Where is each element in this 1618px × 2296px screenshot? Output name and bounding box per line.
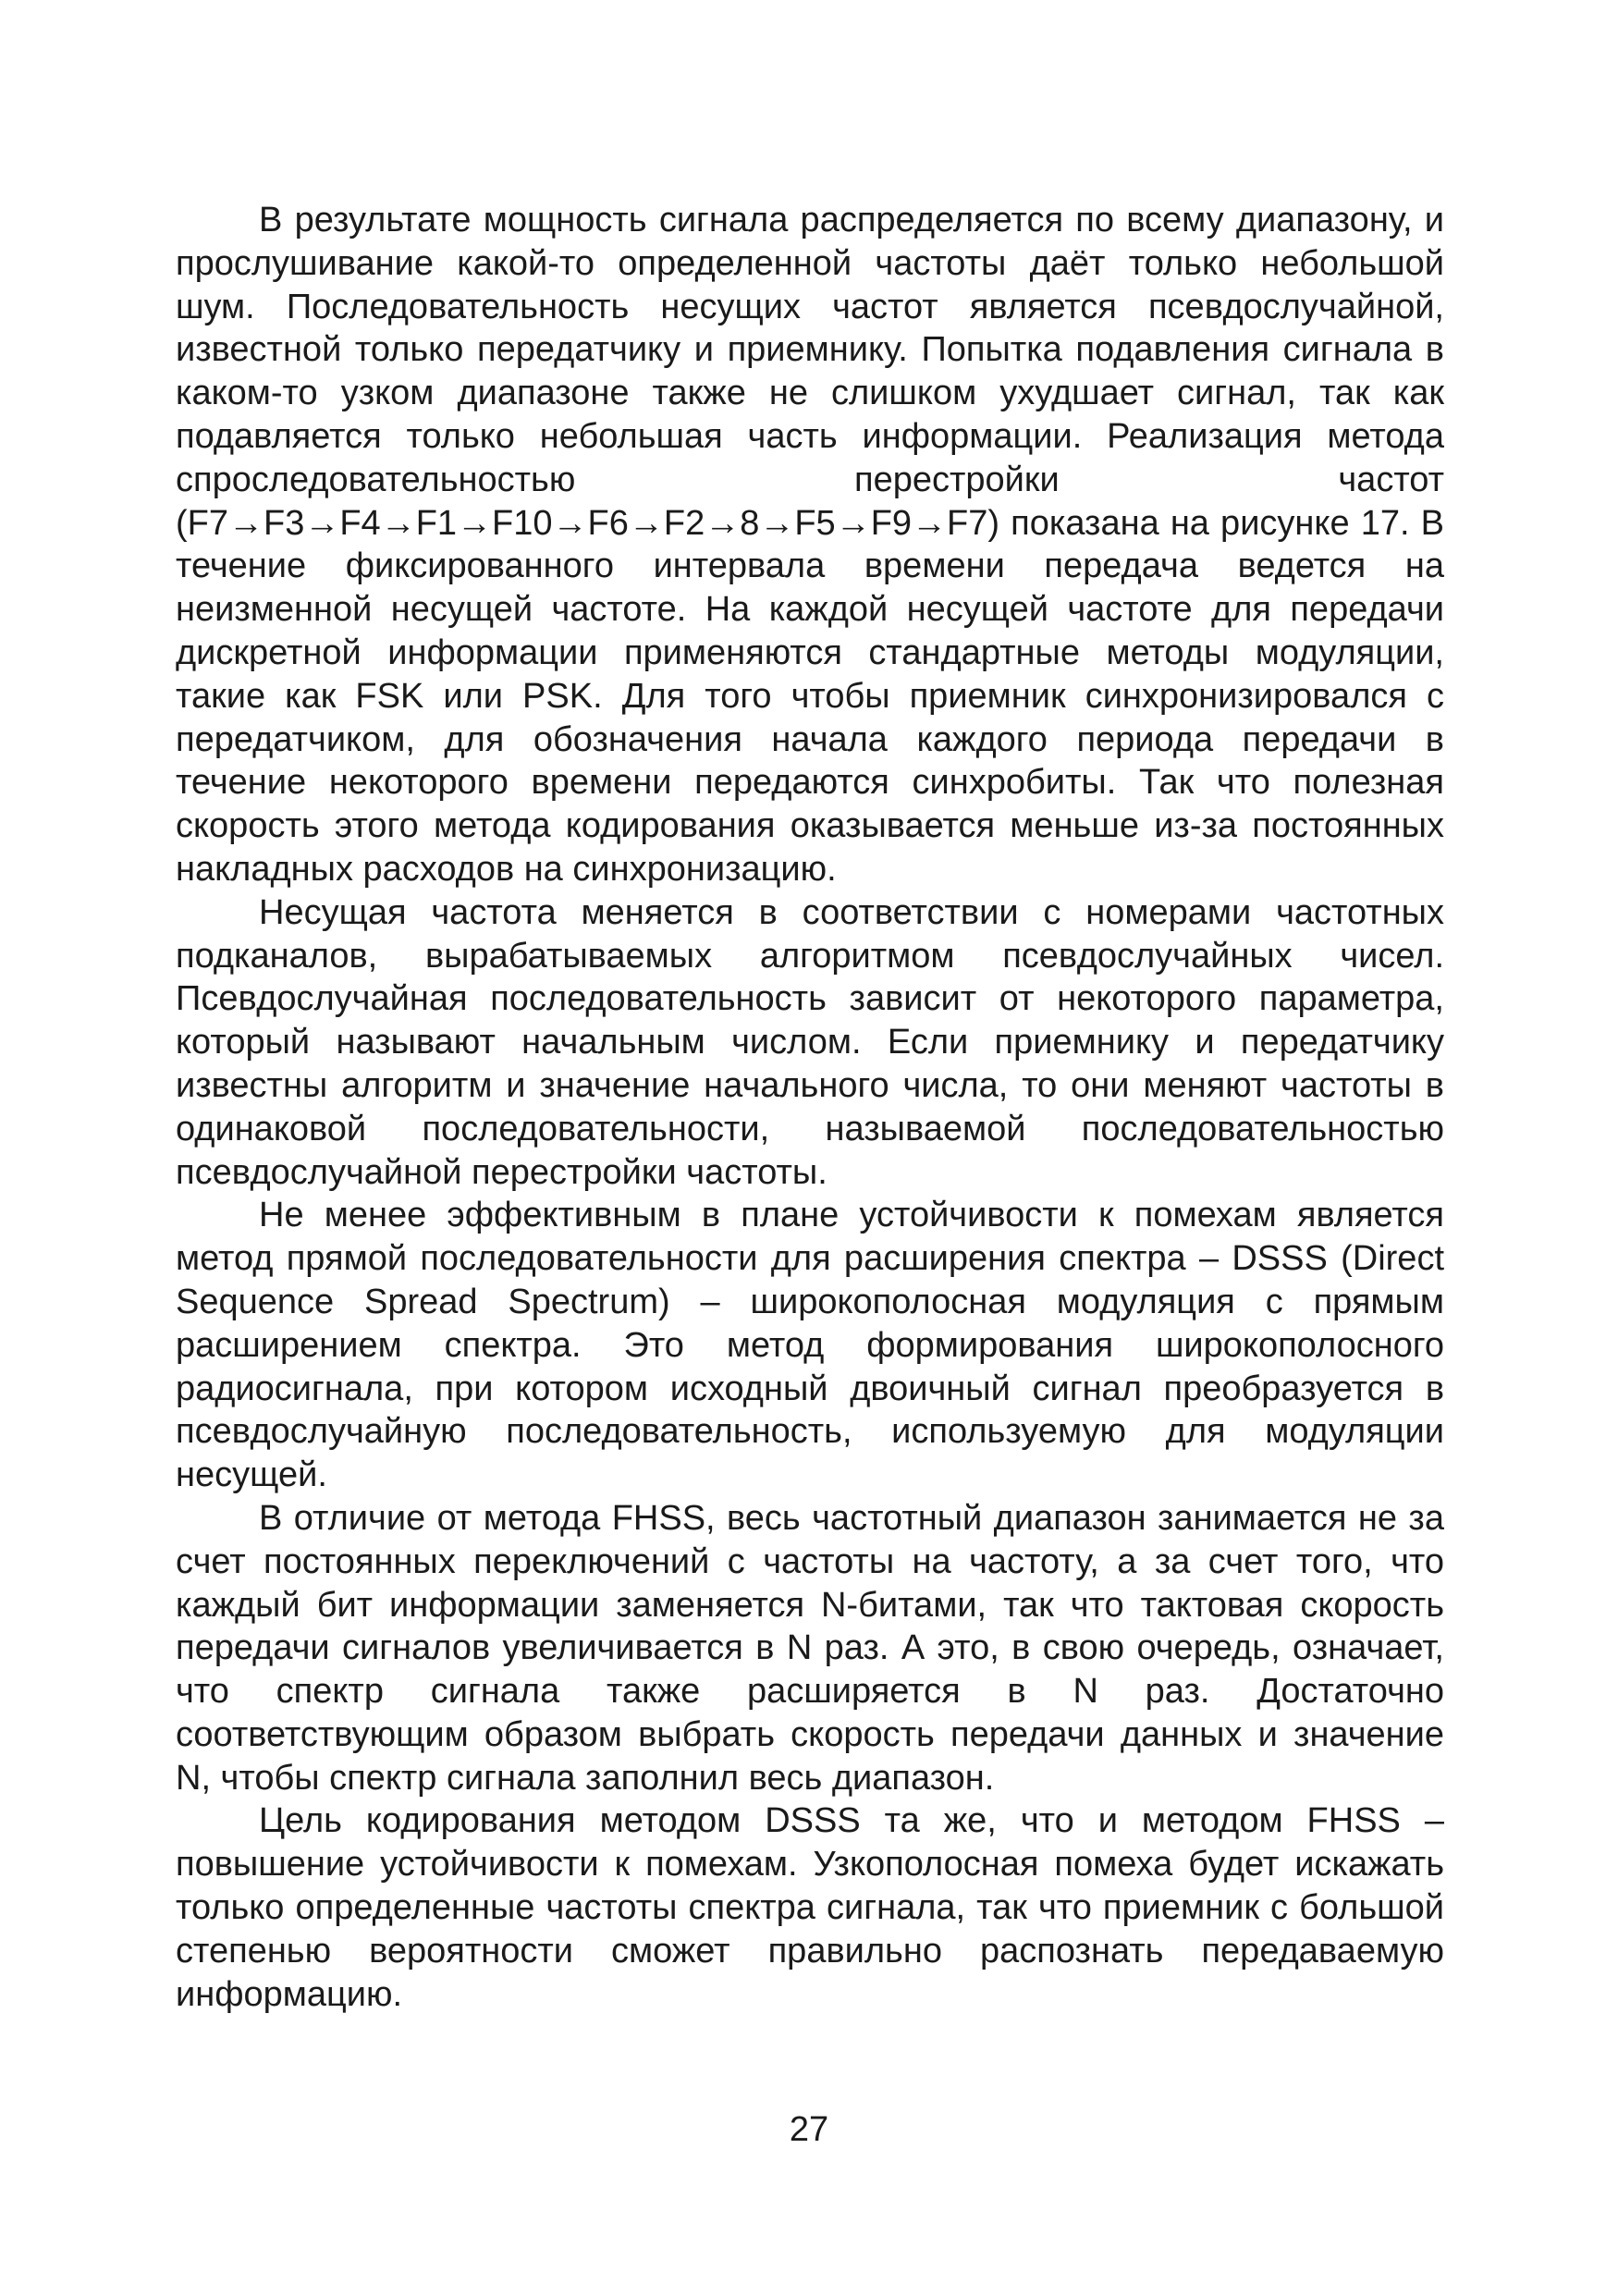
body-text xyxy=(176,199,1444,2016)
page-number: 27 xyxy=(789,2110,829,2149)
paragraph: В отличие от метода FHSS, весь частотный диапазон занимается не за счет постоянных переключений с частоты на частоту, а за счет того, что каждый бит информации заменяется N-битами, так что тактовая скорость передачи сигналов увеличивается в N раз. А это, в свою очередь, означает, что спектр сигнала также расширяется в N раз. Достаточно соответствующим образом выбрать скорость передачи данных и значение N, чтобы спектр сигнала заполнил весь диапазон. xyxy=(176,1498,1444,1798)
paragraph: В результате мощность сигнала распределяется по всему диапазону, и прослушивание какой-то определенной частоты даёт только небольшой шум. Последовательность несущих частот является псевдослучайной, известной только передатчику и приемнику. Попытка подавления сигнала в каком-то узком диапазоне также не слишком ухудшает сигнал, так как подавляется только небольшая часть информации. Реализация метода спроследовательностью перестройки частот (F7→F3→F4→F1→F10→F6→F2→8→F5→F9→F7) показана на рисунке 17. В течение фиксированного интервала времени передача ведется на неизменной несущей частоте. На каждой несущей частоте для передачи дискретной информации применяются стандартные методы модуляции, такие как FSK или PSK. Для того чтобы приемник синхронизировался с передатчиком, для обозначения начала каждого периода передачи в течение некоторого времени передаются синхробиты. Так что полезная скорость этого метода кодирования оказывается меньше из-за постоянных накладных расходов на синхронизацию. xyxy=(176,201,1444,889)
paragraph: Несущая частота меняется в соответствии с номерами частотных подканалов, вырабатываемых алгоритмом псевдослучайных чисел. Псевдослучайная последовательность зависит от некоторого параметра, который называют начальным числом. Если приемнику и передатчику известны алгоритм и значение начального числа, то они меняют частоты в одинаковой последовательности, называемой последовательностью псевдослучайной перестройки частоты. xyxy=(176,892,1444,1192)
paragraph: Не менее эффективным в плане устойчивости к помехам является метод прямой последовательности для расширения спектра – DSSS (Direct Sequence Spread Spectrum) – широкополосная модуляция с прямым расширением спектра. Это метод формирования широкополосного радиосигнала, при котором исходный двоичный сигнал преобразуется в псевдослучайную последовательность, используемую для модуляции несущей. xyxy=(176,1196,1444,1495)
paragraph: Цель кодирования методом DSSS та же, что и методом FHSS – повышение устойчивости к помехам. Узкополосная помеха будет искажать только определенные частоты спектра сигнала, так что приемник с большой степенью вероятности сможет правильно распознать передаваемую информацию. xyxy=(176,1801,1444,2014)
